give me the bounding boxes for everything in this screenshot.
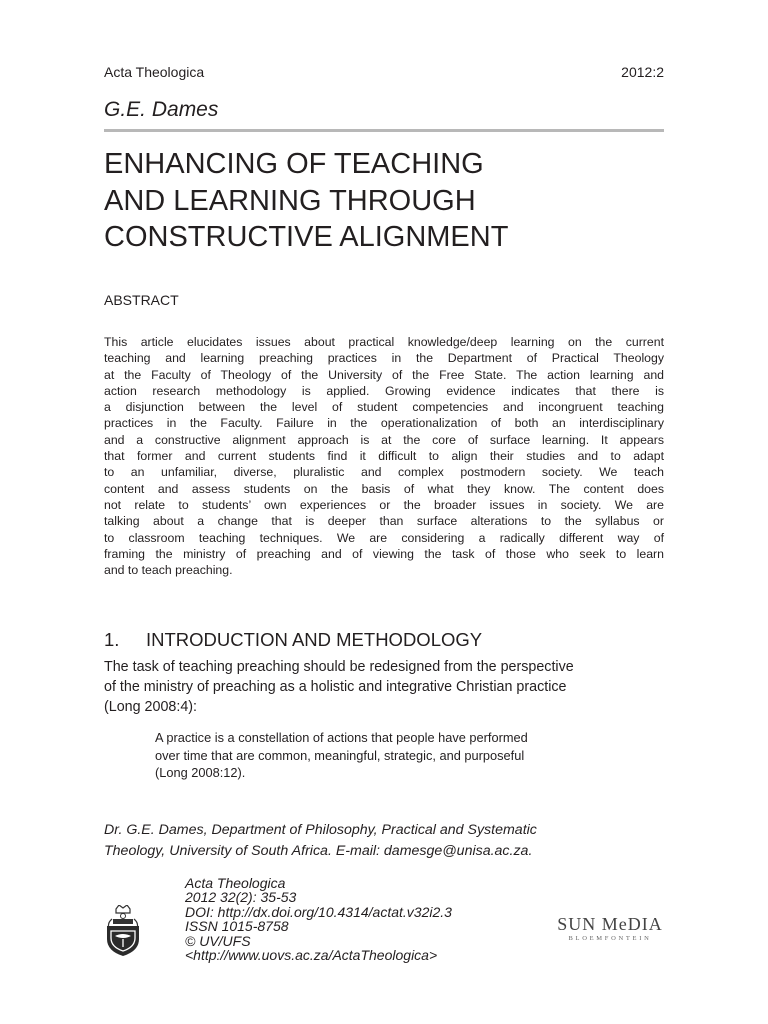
header-rule — [104, 129, 664, 132]
title-line: ENHANCING OF TEACHING — [104, 148, 484, 180]
abstract-line: at the Faculty of Theology of the University of the Free State. The action learning and — [104, 367, 664, 382]
university-crest-icon — [103, 905, 143, 957]
intro-paragraph — [104, 657, 664, 717]
abstract-line: to classroom teaching techniques. We are considering a radically different way of — [104, 530, 664, 545]
citation-line: © UV/UFS — [185, 932, 251, 949]
section-number: 1. — [104, 629, 120, 650]
abstract-line: that former and current students find it difficult to align their studies and to adapt — [104, 449, 664, 464]
title-line: AND LEARNING THROUGH — [104, 184, 476, 217]
article-title — [104, 146, 644, 256]
author-affiliation — [104, 820, 664, 862]
citation-line: ISSN 1015-8758 — [185, 918, 289, 935]
doi-line: DOI: http://dx.doi.org/10.4314/actat.v32i2.3 — [185, 903, 452, 920]
running-head — [104, 64, 664, 82]
url-line: <http://www.uovs.ac.za/ActaTheologica> — [185, 946, 438, 963]
intro-line: (Long 2008:4): — [104, 699, 197, 715]
section-title: INTRODUCTION AND METHODOLOGY — [146, 629, 483, 650]
intro-line: The task of teaching preaching should be redesigned from the perspective — [104, 659, 574, 675]
abstract-line: This article elucidates issues about practical knowledge/deep learning on the current — [104, 335, 664, 349]
quote-line: over time that are common, meaningful, strategic, and purposeful — [155, 747, 525, 763]
block-quote — [155, 729, 625, 782]
abstract-line: and to teach preaching. — [104, 563, 233, 578]
intro-line: of the ministry of preaching as a holistic and integrative Christian practice — [104, 679, 567, 695]
abstract-line: content and assess students on the basis of what they know. The content does — [104, 481, 664, 496]
citation-line: Acta Theologica — [185, 875, 286, 891]
abstract-body — [104, 334, 664, 578]
citation-line: 2012 32(2): 35-53 — [185, 889, 297, 906]
abstract-line: not relate to students’ own experiences or the broader issues in society. We are — [104, 497, 664, 512]
abstract-heading: ABSTRACT — [104, 292, 179, 308]
abstract-line: action research methodology is applied. Growing evidence indicates that there is — [104, 383, 664, 398]
publisher-logo — [552, 913, 668, 945]
abstract-line: a disjunction between the level of student competencies and incongruent teaching — [104, 400, 664, 415]
journal-name: Acta Theologica — [104, 64, 205, 80]
affiliation-line: Dr. G.E. Dames, Department of Philosophy, Practical and Systematic — [104, 822, 537, 838]
abstract-line: to an unfamiliar, diverse, pluralistic and complex postmodern society. We teach — [104, 465, 664, 480]
abstract-line: talking about a change that is deeper than surface alterations to the syllabus or — [104, 514, 664, 529]
publisher-place: BLOEMFONTEIN — [568, 935, 652, 942]
affiliation-line: Theology, University of South Africa. E-mail: damesge@unisa.ac.za. — [104, 843, 533, 859]
abstract-line: framing the ministry of preaching and of viewing the task of those who seek to learn — [104, 546, 664, 561]
quote-line: A practice is a constellation of actions that people have performed — [155, 730, 528, 745]
citation-block — [185, 876, 452, 962]
issue-number: 2012:2 — [621, 64, 664, 80]
section-heading — [104, 629, 482, 651]
title-line: CONSTRUCTIVE ALIGNMENT — [104, 221, 509, 253]
quote-line: (Long 2008:12). — [155, 765, 246, 781]
abstract-line: and a constructive alignment approach is at the core of surface learning. It appears — [104, 432, 664, 447]
author-name: G.E. Dames — [104, 98, 219, 121]
abstract-line: practices in the Faculty. Failure in the operationalization of both an interdisciplinary — [104, 416, 664, 431]
publisher-name: SUN MeDIA — [557, 914, 663, 934]
abstract-line: teaching and learning preaching practices in the Department of Practical Theology — [104, 351, 664, 366]
